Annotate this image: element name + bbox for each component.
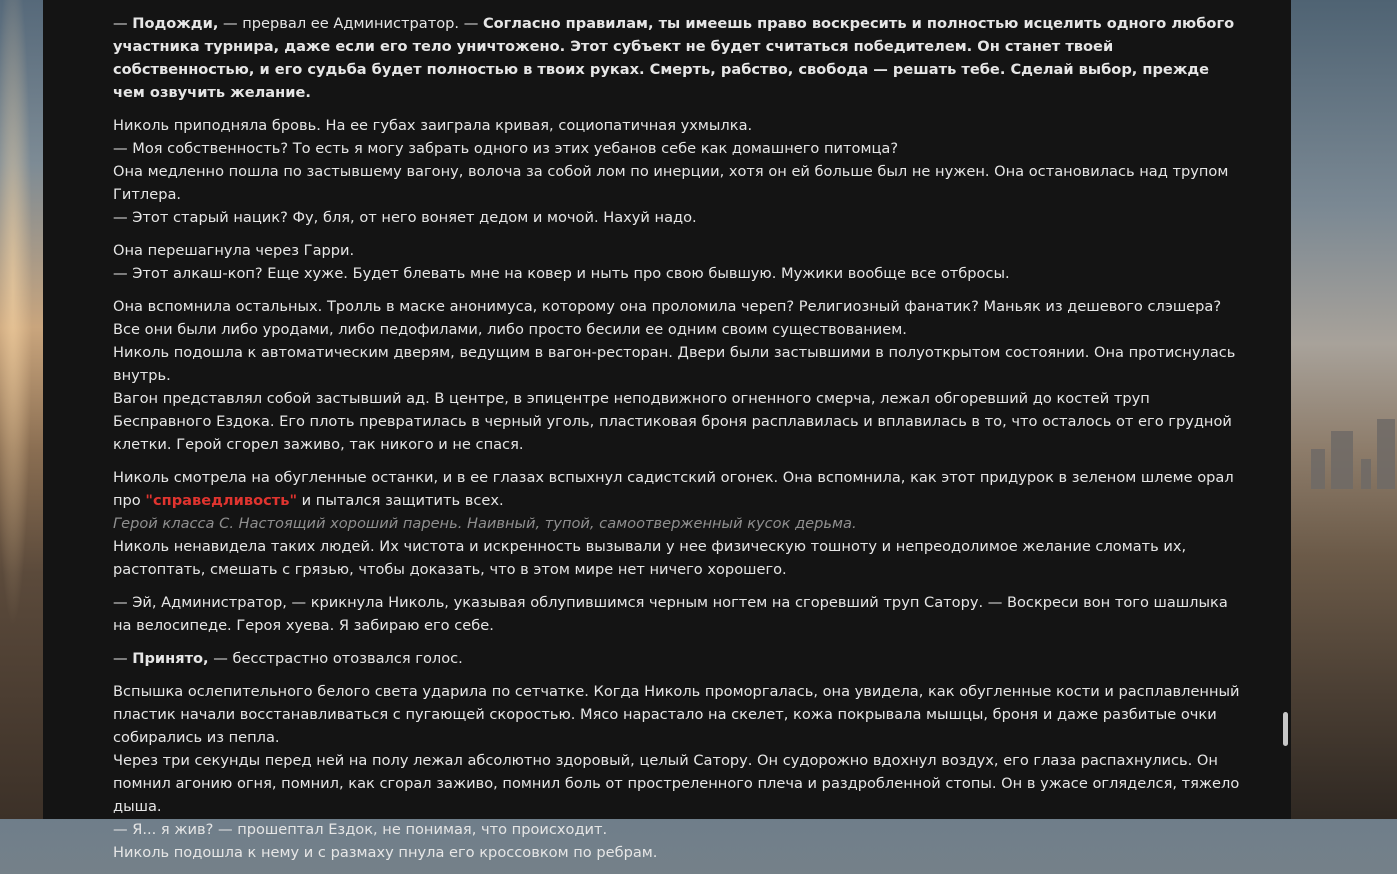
text-segment: Николь ненавидела таких людей. Их чистота и искренность вызывали у нее физическую тошноту и непреодолимое желание сломать их, растоптать, смешать с грязью, чтобы доказать, что в этом мире нет ничего хорошего. [113, 538, 1187, 578]
text-line [113, 749, 1241, 818]
text-segment: — [113, 15, 133, 32]
bold-text: Согласно правилам, ты имеешь право воскресить и полностью исцелить одного любого участника турнира, даже если его тело уничтожено. Этот субъект не будет считаться победителем. Он станет твоей собственностью, и его судьба будет полностью в твоих руках. Смерть, рабство, свобода — решать тебе. Сделай выбор, прежде чем озвучить желание. [113, 15, 1235, 101]
text-line [113, 114, 1241, 137]
text-line [113, 535, 1241, 581]
text-segment: — прервал ее Администратор. — [218, 15, 483, 32]
text-segment: Она медленно пошла по застывшему вагону, волоча за собой лом по инерции, хотя он ей больше был не нужен. Она остановилась над трупом Гитлера. [113, 163, 1229, 203]
scrollbar[interactable] [1283, 0, 1291, 819]
text-segment: — [113, 650, 133, 667]
text-line [113, 295, 1241, 341]
text-segment: Вспышка ослепительного белого света ударила по сетчатке. Когда Николь проморгалась, она увидела, как обугленные кости и расплавленный пластик начали восстанавливаться с пугающей скоростью. Мясо нарастало на скелет, кожа покрывала мышцы, броня и даже разбитые очки собирались из пепла. [113, 683, 1240, 746]
paragraph [113, 239, 1241, 285]
text-line [113, 206, 1241, 229]
text-line [113, 512, 1241, 535]
chapter-text [113, 12, 1241, 874]
text-segment: и пытался защитить всех. [297, 492, 504, 509]
text-segment: Николь смотрела на обугленные останки, и в ее глазах вспыхнул садистский огонек. Она вспомнила, как этот придурок в зеленом шлеме орал про [113, 469, 1234, 509]
scrollbar-thumb[interactable] [1283, 712, 1288, 746]
text-segment: — бесстрастно отозвался голос. [208, 650, 463, 667]
text-segment: Она вспомнила остальных. Тролль в маске анонимуса, которому она проломила череп? Религиозный фанатик? Маньяк из дешевого слэшера? Все они были либо уродами, либо педофилами, либо просто бесили ее одним своим существованием. [113, 298, 1222, 338]
text-segment: Николь подошла к нему и с размаху пнула его кроссовком по ребрам. [113, 844, 658, 861]
paragraph [113, 295, 1241, 456]
text-segment: — Этот старый нацик? Фу, бля, от него воняет дедом и мочой. Нахуй надо. [113, 209, 697, 226]
text-segment: Вагон представлял собой застывший ад. В центре, в эпицентре неподвижного огненного смерча, лежал обгоревший до костей труп Бесправного Ездока. Его плоть превратилась в черный уголь, пластиковая броня расплавилась и вплавилась в то, что осталось от его грудной клетки. Герой сгорел заживо, так никого и не спася. [113, 390, 1232, 453]
paragraph [113, 680, 1241, 864]
text-line [113, 841, 1241, 864]
text-segment: — Этот алкаш-коп? Еще хуже. Будет блевать мне на ковер и ныть про свою бывшую. Мужики вообще все отбросы. [113, 265, 1010, 282]
text-segment: — Эй, Администратор, — крикнула Николь, указывая облупившимся черным ногтем на сгоревший труп Сатору. — Воскреси вон того шашлыка на велосипеде. Героя хуева. Я забираю его себе. [113, 594, 1228, 634]
text-line [113, 137, 1241, 160]
text-line [113, 647, 1241, 670]
text-segment: Она перешагнула через Гарри. [113, 242, 355, 259]
text-line [113, 466, 1241, 512]
background-left [0, 0, 43, 819]
text-line [113, 262, 1241, 285]
bold-text: Принято, [132, 650, 209, 667]
paragraph [113, 12, 1241, 104]
paragraph [113, 114, 1241, 229]
text-line [113, 591, 1241, 637]
text-line [113, 387, 1241, 456]
background-right [1291, 0, 1397, 819]
text-segment: Николь приподняла бровь. На ее губах заиграла кривая, социопатичная ухмылка. [113, 117, 753, 134]
text-line [113, 160, 1241, 206]
reader-panel [43, 0, 1291, 861]
inner-thought: Герой класса C. Настоящий хороший парень. Наивный, тупой, самоотверженный кусок дерьма. [113, 515, 857, 532]
paragraph [113, 591, 1241, 637]
text-line [113, 341, 1241, 387]
text-line [113, 12, 1241, 104]
bold-text: Подожди, [132, 15, 219, 32]
text-line [113, 818, 1241, 841]
paragraph [113, 647, 1241, 670]
text-segment: — Моя собственность? То есть я могу забрать одного из этих уебанов себе как домашнего питомца? [113, 140, 899, 157]
text-segment: — Я... я жив? — прошептал Ездок, не понимая, что происходит. [113, 821, 608, 838]
text-line [113, 239, 1241, 262]
highlight-text: "справедливость" [145, 492, 298, 509]
paragraph [113, 466, 1241, 581]
text-line [113, 680, 1241, 749]
text-segment: Николь подошла к автоматическим дверям, ведущим в вагон-ресторан. Двери были застывшими в полуоткрытом состоянии. Она протиснулась внутрь. [113, 344, 1236, 384]
text-segment: Через три секунды перед ней на полу лежал абсолютно здоровый, целый Сатору. Он судорожно вдохнул воздух, его глаза распахнулись. Он помнил агонию огня, помнил, как сгорал заживо, помнил боль от простреленного плеча и раздробленной стопы. Он в ужасе огляделся, тяжело дыша. [113, 752, 1240, 815]
